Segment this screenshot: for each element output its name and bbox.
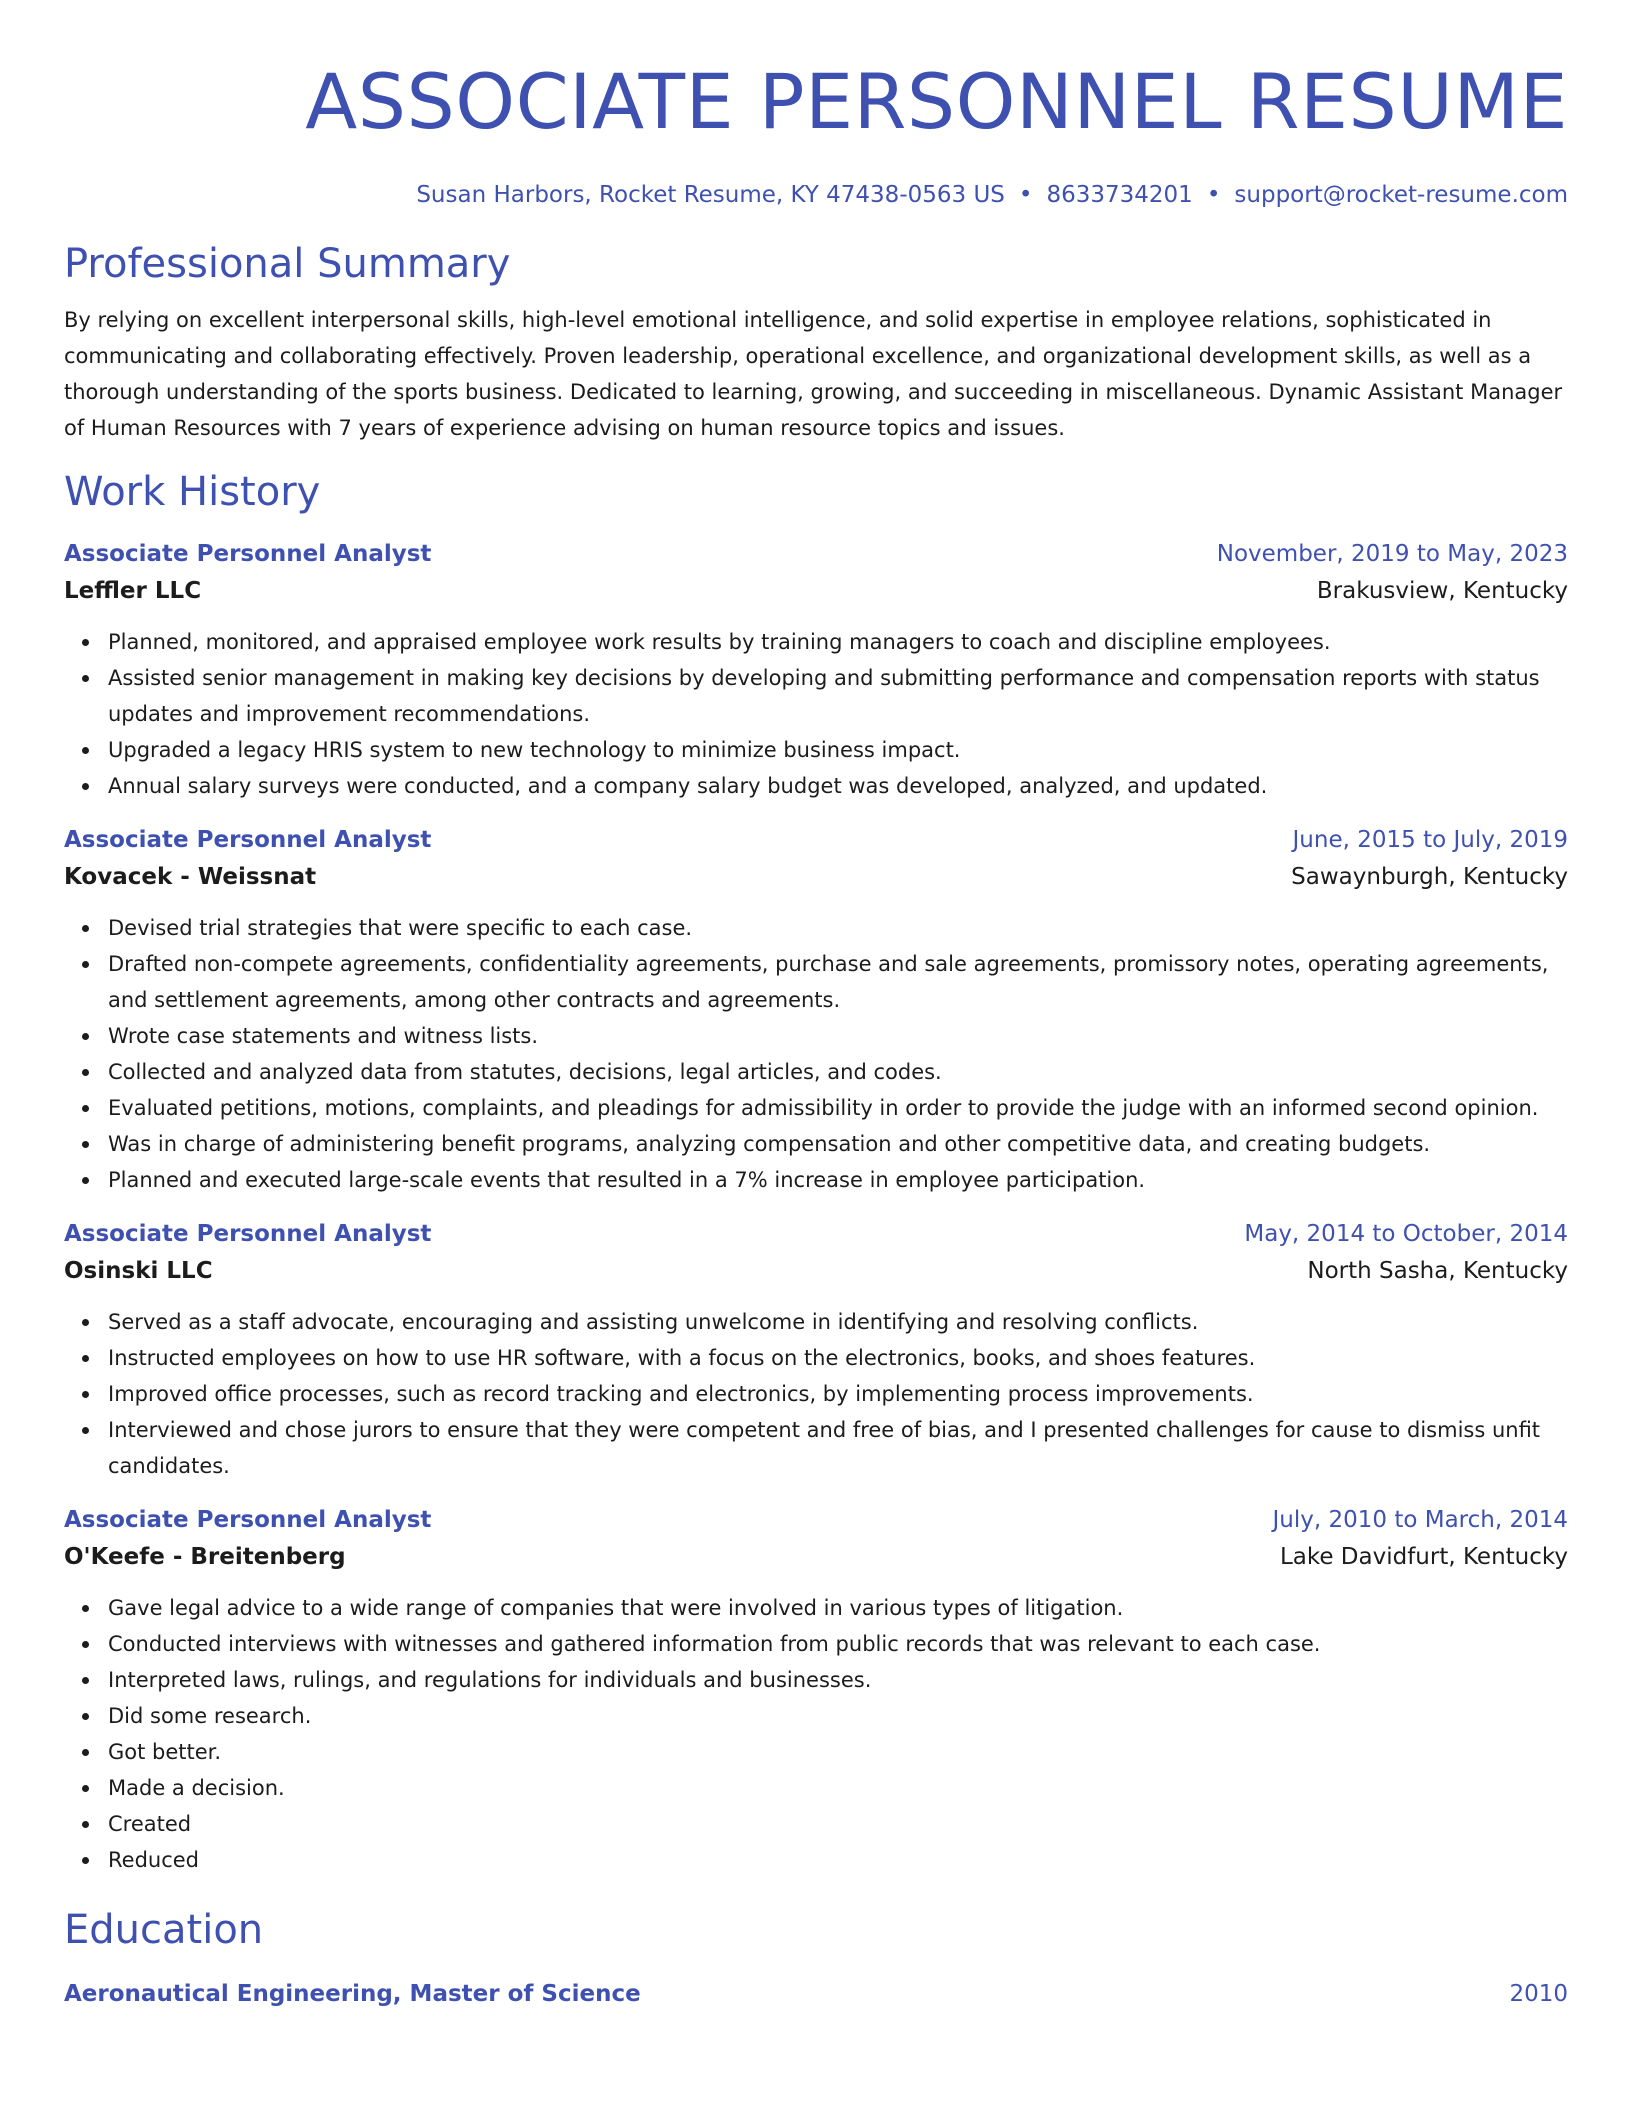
bullet-item: Created: [108, 1806, 1568, 1842]
job-title: Associate Personnel Analyst: [64, 1221, 432, 1247]
bullet-item: Evaluated petitions, motions, complaints, and pleadings for admissibility in order to provide the judge with an informed second opinion.: [108, 1090, 1568, 1126]
education-degree: Aeronautical Engineering, Master of Science: [64, 1981, 641, 2007]
contact-separator: •: [1018, 182, 1033, 208]
resume-page: [64, 0, 1568, 2012]
job-dates: November, 2019 to May, 2023: [1216, 541, 1568, 567]
contact-phone: 8633734201: [1046, 182, 1193, 208]
job-title: Associate Personnel Analyst: [64, 827, 432, 853]
bullet-item: Drafted non-compete agreements, confidentiality agreements, purchase and sale agreements, promissory notes, operating agreements, and settlement agreements, among other contracts and agreements.: [108, 946, 1568, 1018]
job-title: Associate Personnel Analyst: [64, 1507, 432, 1533]
bullet-item: Made a decision.: [108, 1770, 1568, 1806]
job-entry: [64, 822, 1568, 1198]
job-dates: May, 2014 to October, 2014: [1244, 1221, 1568, 1247]
bullet-item: Served as a staff advocate, encouraging and assisting unwelcome in identifying and resolving conflicts.: [108, 1304, 1568, 1340]
job-location: Lake Davidfurt, Kentucky: [1279, 1544, 1568, 1570]
work-history-heading: Work History: [64, 469, 321, 515]
bullet-item: Was in charge of administering benefit programs, analyzing compensation and other competitive data, and creating budgets.: [108, 1126, 1568, 1162]
job-entry: [64, 1502, 1568, 1878]
bullet-item: Collected and analyzed data from statutes, decisions, legal articles, and codes.: [108, 1054, 1568, 1090]
professional-summary-text: By relying on excellent interpersonal skills, high-level emotional intelligence, and solid expertise in employee relations, sophisticated in communicating and collaborating effectively. Proven leadership, operational excellence, and organizational development skills, as well as a thorough understanding of the sports business. Dedicated to learning, growing, and succeeding in miscellaneous. Dynamic Assistant Manager of Human Resources with 7 years of experience advising on human resource topics and issues.: [64, 308, 1563, 440]
bullet-item: Reduced: [108, 1842, 1568, 1878]
job-dates: July, 2010 to March, 2014: [1272, 1507, 1568, 1533]
job-company: O'Keefe - Breitenberg: [64, 1544, 346, 1570]
bullet-item: Planned, monitored, and appraised employee work results by training managers to coach and discipline employees.: [108, 624, 1568, 660]
contact-address: Susan Harbors, Rocket Resume, KY 47438-0563 US: [416, 182, 1005, 208]
job-dates: June, 2015 to July, 2019: [1292, 827, 1568, 853]
job-bullets: [64, 1590, 1568, 1878]
bullet-item: Devised trial strategies that were specific to each case.: [108, 910, 1568, 946]
bullet-item: Improved office processes, such as record tracking and electronics, by implementing process improvements.: [108, 1376, 1568, 1412]
bullet-item: Got better.: [108, 1734, 1568, 1770]
bullet-item: Upgraded a legacy HRIS system to new technology to minimize business impact.: [108, 732, 1568, 768]
professional-summary-heading: Professional Summary: [64, 241, 511, 287]
education-entry: [64, 1976, 1568, 2012]
contact-line: [64, 180, 1568, 210]
bullet-item: Annual salary surveys were conducted, and a company salary budget was developed, analyzed, and updated.: [108, 768, 1568, 804]
bullet-item: Gave legal advice to a wide range of companies that were involved in various types of litigation.: [108, 1590, 1568, 1626]
job-bullets: [64, 910, 1568, 1198]
bullet-item: Wrote case statements and witness lists.: [108, 1018, 1568, 1054]
bullet-item: Did some research.: [108, 1698, 1568, 1734]
bullet-item: Instructed employees on how to use HR software, with a focus on the electronics, books, and shoes features.: [108, 1340, 1568, 1376]
job-location: North Sasha, Kentucky: [1307, 1258, 1568, 1284]
education-heading: Education: [64, 1907, 264, 1953]
job-company: Kovacek - Weissnat: [64, 864, 317, 890]
job-bullets: [64, 1304, 1568, 1484]
job-entry: [64, 1216, 1568, 1484]
job-bullets: [64, 624, 1568, 804]
bullet-item: Planned and executed large-scale events that resulted in a 7% increase in employee participation.: [108, 1162, 1568, 1198]
job-title: Associate Personnel Analyst: [64, 541, 432, 567]
job-location: Sawaynburgh, Kentucky: [1291, 864, 1568, 890]
bullet-item: Assisted senior management in making key decisions by developing and submitting performance and compensation reports with status updates and improvement recommendations.: [108, 660, 1568, 732]
contact-email[interactable]: support@rocket-resume.com: [1234, 182, 1568, 208]
bullet-item: Conducted interviews with witnesses and gathered information from public records that was relevant to each case.: [108, 1626, 1568, 1662]
job-entry: [64, 536, 1568, 804]
bullet-item: Interpreted laws, rulings, and regulations for individuals and businesses.: [108, 1662, 1568, 1698]
resume-title: ASSOCIATE PERSONNEL RESUME: [305, 57, 1568, 146]
bullet-item: Interviewed and chose jurors to ensure that they were competent and free of bias, and I presented challenges for cause to dismiss unfit candidates.: [108, 1412, 1568, 1484]
education-year: 2010: [1509, 1981, 1568, 2007]
contact-separator: •: [1206, 182, 1221, 208]
job-company: Leffler LLC: [64, 578, 202, 604]
job-location: Brakusview, Kentucky: [1316, 578, 1568, 604]
job-company: Osinski LLC: [64, 1258, 213, 1284]
